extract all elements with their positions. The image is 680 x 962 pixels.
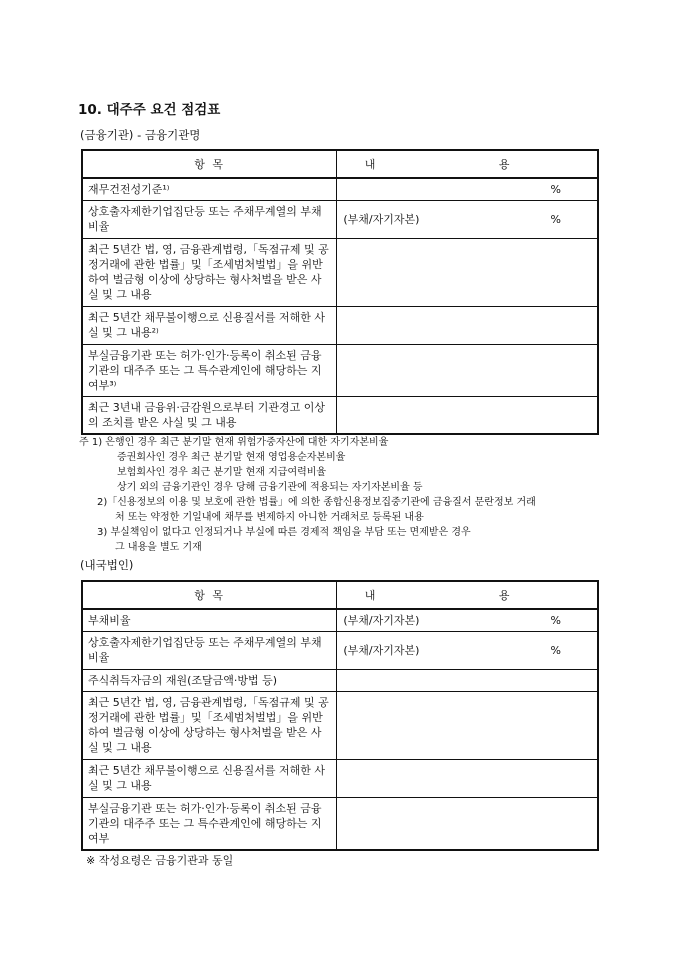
footnote-line: 처 또는 약정한 기일내에 채무를 변제하지 아니한 거래처로 등록된 내용 [115, 512, 424, 523]
page-title: 10. 대주주 요건 점검표 [78, 102, 221, 118]
percent-sign: % [550, 644, 561, 657]
header-content: 내 용 [337, 581, 598, 609]
row-value[interactable] [337, 609, 598, 632]
row-label: 최근 5년간 법, 영, 금융관계법령,「독점규제 및 공정거래에 관한 법률」및「조세범처벌법」을 위반하여 벌금형 이상에 상당하는 형사처벌을 받은 사실 및 그 내용 [82, 239, 337, 307]
table-row [82, 609, 598, 632]
percent-sign: % [550, 213, 561, 226]
row-label: 최근 5년간 법, 영, 금융관계법령,「독점규제 및 공정거래에 관한 법률」및「조세범처벌법」을 위반하여 벌금형 이상에 상당하는 형사처벌을 받은 사실 및 그 내용 [82, 692, 337, 760]
footnotes [79, 435, 607, 555]
row-value[interactable] [337, 760, 598, 798]
row-label: 상호출자제한기업집단등 또는 주채무계열의 부채비율 [82, 201, 337, 239]
footnote-line: 증권회사인 경우 최근 분기말 현재 영업용순자본비율 [117, 452, 346, 463]
table-row [82, 760, 598, 798]
row-value[interactable] [337, 307, 598, 345]
financial-institution-table [81, 149, 599, 435]
footnote-line: 3) 부실책임이 없다고 인정되거나 부실에 따른 경제적 책임을 부담 또는 면제받은 경우 [97, 527, 471, 538]
row-value[interactable] [337, 397, 598, 435]
row-label: 부실금융기관 또는 허가·인가·등록이 취소된 금융기관의 대주주 또는 그 특수관계인에 해당하는 지 여부 [82, 798, 337, 851]
domestic-corporation-table [81, 580, 599, 851]
table-row [82, 692, 598, 760]
table-row [82, 632, 598, 670]
footnote-guidance: ※ 작성요령은 금융기관과 동일 [86, 854, 234, 867]
header-item: 항 목 [82, 150, 337, 178]
row-value[interactable] [337, 798, 598, 851]
value-unit: (부채/자기자본) [343, 614, 420, 627]
row-label: 부채비율 [82, 609, 337, 632]
value-unit: (부채/자기자본) [343, 213, 420, 226]
row-label: 최근 3년내 금융위·금감원으로부터 기관경고 이상의 조치를 받은 사실 및 그 내용 [82, 397, 337, 435]
header-item: 항 목 [82, 581, 337, 609]
footnote-line: 그 내용을 별도 기재 [115, 542, 202, 553]
row-label: 재무건전성기준¹⁾ [82, 178, 337, 201]
table-row [82, 178, 598, 201]
table-row [82, 670, 598, 692]
table-row [82, 307, 598, 345]
row-value[interactable] [337, 201, 598, 239]
footnote-line: 2)「신용정보의 이용 및 보호에 관한 법률」에 의한 종합신용정보집중기관에 금융질서 문란정보 거래 [97, 497, 536, 508]
section2-caption: (내국법인) [80, 558, 134, 572]
percent-sign: % [550, 183, 561, 196]
percent-sign: % [550, 614, 561, 627]
row-value[interactable] [337, 178, 598, 201]
row-value[interactable] [337, 692, 598, 760]
value-unit: (부채/자기자본) [343, 644, 420, 657]
footnote-line: 주 1) 은행인 경우 최근 분기말 현재 위험가중자산에 대한 자기자본비율 [79, 437, 389, 448]
row-label: 최근 5년간 채무불이행으로 신용질서를 저해한 사실 및 그 내용²⁾ [82, 307, 337, 345]
row-label: 주식취득자금의 재원(조달금액·방법 등) [82, 670, 337, 692]
table-row [82, 239, 598, 307]
row-label: 상호출자제한기업집단등 또는 주채무계열의 부채비율 [82, 632, 337, 670]
table-row [82, 798, 598, 851]
table-row [82, 397, 598, 435]
table-row [82, 201, 598, 239]
table-header-row [82, 150, 598, 178]
row-value[interactable] [337, 632, 598, 670]
section1-caption: (금융기관) - 금융기관명 [80, 128, 201, 142]
footnote-line: 보험회사인 경우 최근 분기말 현재 지급여력비율 [117, 467, 327, 478]
row-label: 부실금융기관 또는 허가·인가·등록이 취소된 금융기관의 대주주 또는 그 특수관계인에 해당하는 지 여부³⁾ [82, 345, 337, 397]
footnote-line: 상기 외의 금융기관인 경우 당해 금융기관에 적용되는 자기자본비율 등 [117, 482, 423, 493]
table-row [82, 345, 598, 397]
row-value[interactable] [337, 670, 598, 692]
header-content: 내 용 [337, 150, 598, 178]
row-value[interactable] [337, 239, 598, 307]
row-value[interactable] [337, 345, 598, 397]
table-header-row [82, 581, 598, 609]
row-label: 최근 5년간 채무불이행으로 신용질서를 저해한 사실 및 그 내용 [82, 760, 337, 798]
